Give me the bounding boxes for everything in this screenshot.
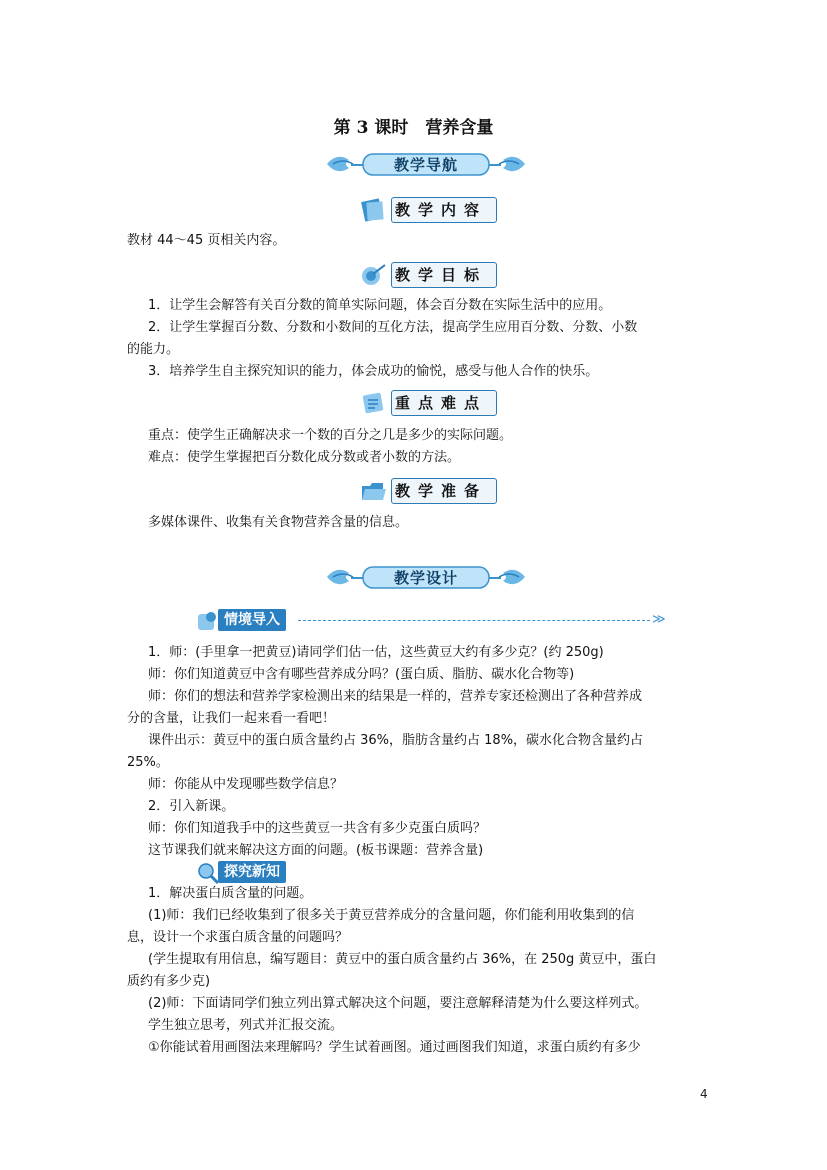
text-line: 2．让学生掌握百分数、分数和小数间的互化方法，提高学生应用百分数、分数、小数 (148, 320, 638, 335)
text-line: 的能力。 (127, 342, 180, 357)
text-line: 师：你能从中发现哪些数学信息？ (148, 777, 344, 792)
note-icon (359, 390, 389, 416)
text-line: 师：你们知道我手中的这些黄豆一共含有多少克蛋白质吗？ (148, 821, 487, 836)
text-line: 重点：使学生正确解决求一个数的百分之几是多少的实际问题。 (148, 428, 513, 443)
subhead-prep-label: 教学准备 (395, 482, 488, 500)
text-line: 教材 44～45 页相关内容。 (127, 233, 286, 248)
text-line: 质约有多少克) (127, 974, 211, 989)
text-line: 1．师：(手里拿一把黄豆)请同学们估一估，这些黄豆大约有多少克？(约 250g) (148, 645, 604, 660)
text-line: 难点：使学生掌握把百分数化成分数或者小数的方法。 (148, 450, 461, 465)
target-icon (359, 262, 389, 288)
book-icon (359, 197, 389, 223)
subhead-key-points (359, 390, 499, 416)
text-line: (1)师：我们已经收集到了很多关于黄豆营养成分的含量问题，你们能利用收集到的信 (148, 908, 635, 923)
text-line: (2)师：下面请同学们独立列出算式解决这个问题，要注意解释清楚为什么要这样列式。 (148, 996, 648, 1011)
banner-guide-label: 教学导航 (393, 156, 458, 174)
text-line: 分的含量，让我们一起来看一看吧！ (127, 711, 336, 726)
magnifier-icon (196, 861, 220, 885)
section-explore-label: 探究新知 (218, 861, 286, 883)
folder-icon (359, 478, 389, 504)
text-line: 这节课我们就来解决这方面的问题。(板书课题：营养含量) (148, 843, 484, 858)
banner-guide (323, 150, 529, 178)
text-line: 1．解决蛋白质含量的问题。 (148, 886, 313, 901)
text-line: 1．让学生会解答有关百分数的简单实际问题，体会百分数在实际生活中的应用。 (148, 298, 612, 313)
text-line: 多媒体课件、收集有关食物营养含量的信息。 (148, 515, 409, 530)
banner-design-label: 教学设计 (393, 569, 458, 587)
puzzle-icon (196, 609, 220, 633)
text-line: 息，设计一个求蛋白质含量的问题吗？ (127, 930, 349, 945)
subhead-content (359, 197, 499, 223)
section-divider (298, 620, 650, 621)
text-line: ①你能试着用画图法来理解吗？学生试着画图。通过画图我们知道，求蛋白质约有多少 (148, 1040, 641, 1055)
section-intro (196, 609, 296, 633)
subhead-prep (359, 478, 499, 504)
text-line: 师：你们知道黄豆中含有哪些营养成分吗？(蛋白质、脂肪、碳水化合物等) (148, 667, 575, 682)
section-intro-label: 情境导入 (218, 609, 286, 631)
text-line: 25%。 (127, 755, 169, 770)
text-line: 课件出示：黄豆中的蛋白质含量约占 36%，脂肪含量约占 18%，碳水化合物含量约占 (148, 733, 644, 748)
subhead-content-label: 教学内容 (395, 201, 488, 219)
subhead-key-points-label: 重点难点 (395, 394, 488, 412)
double-chevron-icon: ≫ (652, 612, 666, 627)
text-line: 2．引入新课。 (148, 799, 235, 814)
text-line: 3．培养学生自主探究知识的能力，体会成功的愉悦，感受与他人合作的快乐。 (148, 364, 599, 379)
subhead-goals-label: 教学目标 (395, 266, 488, 284)
section-explore (196, 861, 296, 885)
page-title: 第 3 课时 营养含量 (333, 118, 494, 138)
text-line: (学生提取有用信息，编写题目：黄豆中的蛋白质含量约占 36%，在 250g 黄豆中，蛋白 (148, 952, 657, 967)
subhead-goals (359, 262, 499, 288)
banner-design (323, 563, 529, 591)
text-line: 学生独立思考，列式并汇报交流。 (148, 1018, 344, 1033)
text-line: 师：你们的想法和营养学家检测出来的结果是一样的，营养专家还检测出了各种营养成 (148, 689, 643, 704)
page-number: 4 (700, 1087, 708, 1101)
